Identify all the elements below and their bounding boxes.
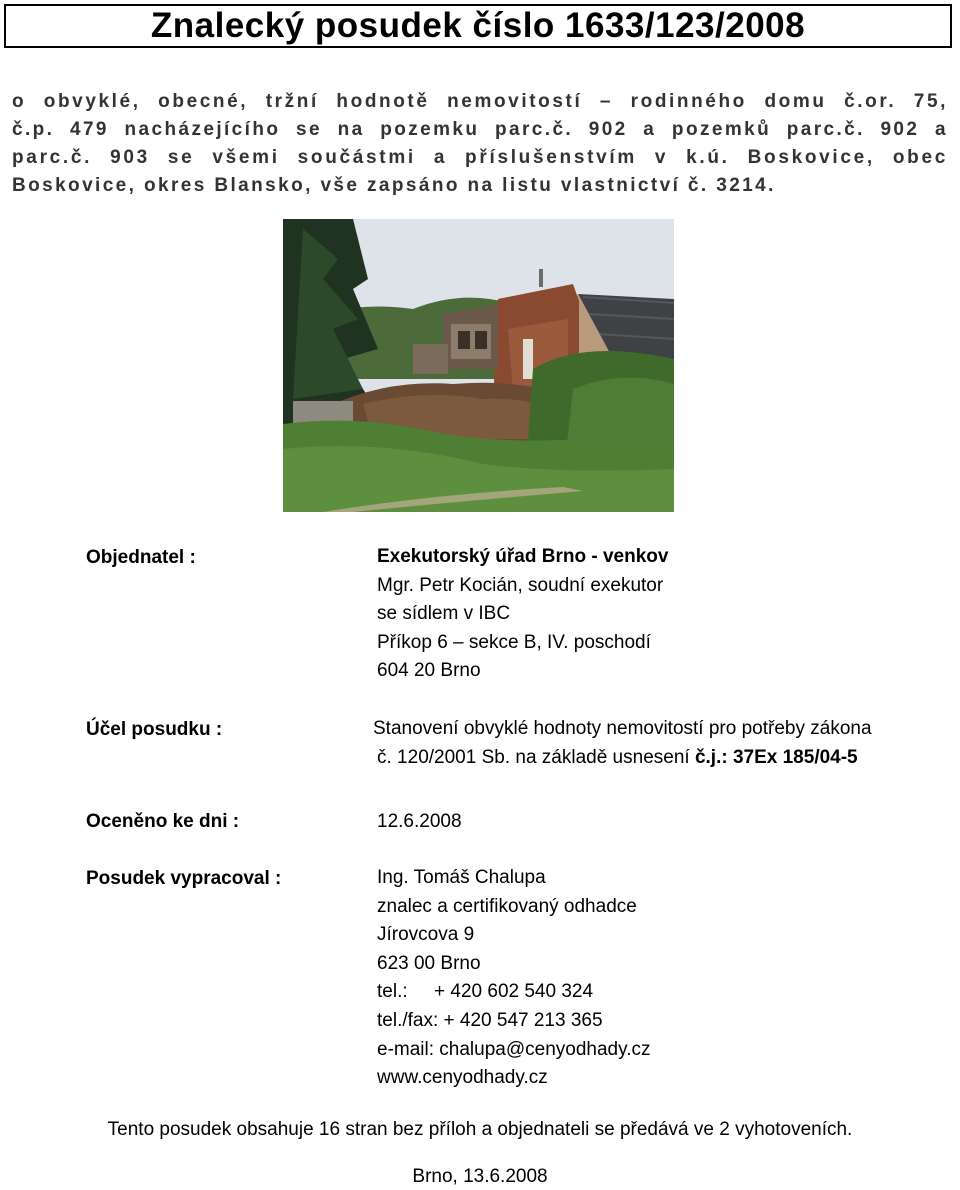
purpose-line-2 xyxy=(373,744,872,773)
author-line: Ing. Tomáš Chalupa xyxy=(377,867,546,888)
title-box xyxy=(4,4,952,48)
purpose-reference-text: č. 120/2001 Sb. na základě usnesení xyxy=(377,746,695,768)
subject-paragraph xyxy=(12,88,948,200)
author-email: e-mail: chalupa@cenyodhady.cz xyxy=(377,1038,651,1060)
client-line: Mgr. Petr Kocián, soudní exekutor xyxy=(377,574,664,596)
subject-line: parc.č. 903 se všemi součástmi a příslušenstvím v k.ú. Boskovice, obec xyxy=(12,147,948,168)
client-line: Příkop 6 – sekce B, IV. poschodí xyxy=(377,631,651,653)
purpose-label: Účel posudku : xyxy=(86,719,223,740)
client-label: Objednatel : xyxy=(86,547,196,568)
client-line: se sídlem v IBC xyxy=(377,603,511,625)
purpose-line: Stanovení obvyklé hodnoty nemovitostí pro potřeby zákona xyxy=(373,718,872,739)
author-line: znalec a certifikovaný odhadce xyxy=(377,895,637,917)
document-title: Znalecký posudek číslo 1633/123/2008 xyxy=(150,6,806,45)
subject-line: o obvyklé, obecné, tržní hodnotě nemovitostí – rodinného domu č.or. 75, xyxy=(12,91,948,112)
author-details xyxy=(377,864,650,1093)
client-name: Exekutorský úřad Brno - venkov xyxy=(377,546,669,567)
author-label: Posudek vypracoval : xyxy=(86,868,282,889)
author-website: www.cenyodhady.cz xyxy=(377,1067,548,1089)
subject-line: č.p. 479 nacházejícího se na pozemku parc.č. 902 a pozemků parc.č. 902 a xyxy=(12,119,948,140)
author-phone: tel.: + 420 602 540 324 xyxy=(377,981,594,1003)
footer-place-date: Brno, 13.6.2008 xyxy=(412,1166,548,1187)
subject-line: Boskovice, okres Blansko, vše zapsáno na listu vlastnictví č. 3214. xyxy=(12,175,776,196)
valuation-date-value: 12.6.2008 xyxy=(377,811,462,832)
purpose-case-number: č.j.: 37Ex 185/04-5 xyxy=(694,746,858,768)
client-details xyxy=(377,543,668,686)
author-line: Jírovcova 9 xyxy=(377,924,475,946)
author-line: 623 00 Brno xyxy=(377,952,481,974)
house-photo-icon xyxy=(283,219,674,512)
valuation-date-label: Oceněno ke dni : xyxy=(86,811,240,832)
author-fax: tel./fax: + 420 547 213 365 xyxy=(377,1009,603,1031)
client-line: 604 20 Brno xyxy=(377,660,481,682)
purpose-details xyxy=(373,715,872,772)
house-photo xyxy=(283,219,674,512)
footer-note: Tento posudek obsahuje 16 stran bez příloh a objednateli se předává ve 2 vyhotoveních. xyxy=(107,1119,853,1140)
